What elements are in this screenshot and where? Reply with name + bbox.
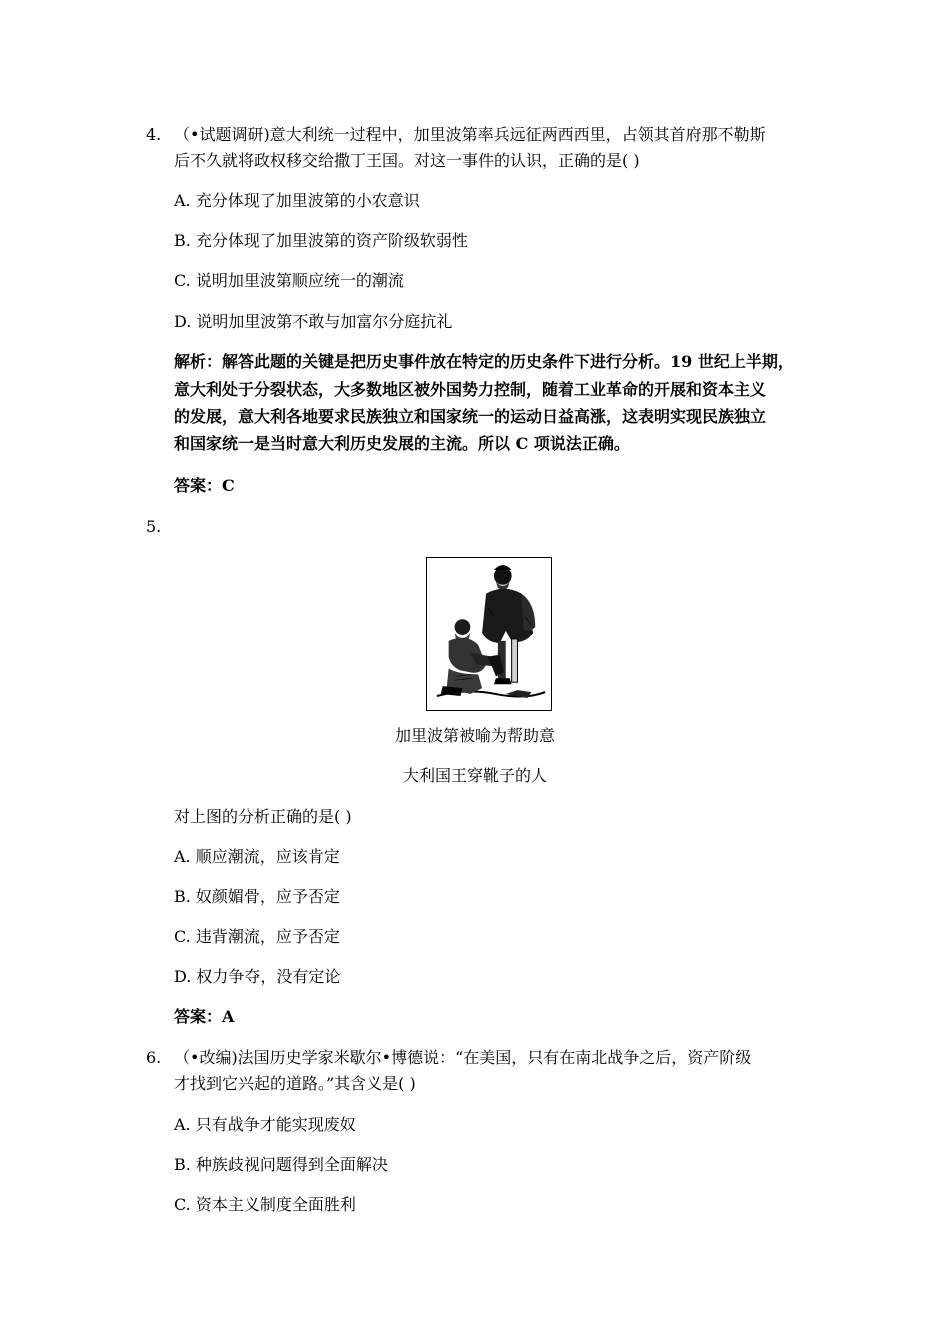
option-b: B. 充分体现了加里波第的资产阶级软弱性 bbox=[174, 231, 468, 250]
option-c: C. 违背潮流，应予否定 bbox=[174, 927, 340, 946]
question-stem-line: （•试题调研)意大利统一过程中，加里波第率兵远征两西西里，占领其首府那不勒斯 bbox=[174, 125, 766, 144]
figure-caption-line: 大利国王穿靴子的人 bbox=[402, 766, 547, 785]
answer: 答案：A bbox=[174, 1007, 235, 1026]
answer: 答案：C bbox=[174, 476, 235, 495]
option-b: B. 种族歧视问题得到全面解决 bbox=[174, 1155, 388, 1174]
option-d: D. 权力争夺，没有定论 bbox=[174, 967, 341, 986]
analysis-line: 的发展，意大利各地要求民族独立和国家统一的运动日益高涨，这表明实现民族独立 bbox=[174, 407, 767, 426]
cartoon-illustration bbox=[427, 558, 551, 710]
option-c: C. 说明加里波第顺应统一的潮流 bbox=[174, 271, 404, 290]
analysis-line: 意大利处于分裂状态，大多数地区被外国势力控制，随着工业革命的开展和资本主义 bbox=[174, 380, 767, 399]
question-stem-line: 对上图的分析正确的是( ) bbox=[174, 807, 352, 826]
question-number: 4. bbox=[146, 125, 162, 144]
cartoon-image bbox=[426, 557, 552, 711]
question-stem-line: 后不久就将政权移交给撒丁王国。对这一事件的认识，正确的是( ) bbox=[174, 151, 640, 170]
question-stem-line: （•改编)法国历史学家米歇尔•博德说：“在美国，只有在南北战争之后，资产阶级 bbox=[174, 1048, 752, 1067]
analysis-line: 解析：解答此题的关键是把历史事件放在特定的历史条件下进行分析。19 世纪上半期， bbox=[174, 352, 794, 371]
figure-caption-line: 加里波第被喻为帮助意 bbox=[394, 726, 555, 745]
question-number: 5. bbox=[146, 517, 162, 536]
analysis-line: 和国家统一是当时意大利历史发展的主流。所以 C 项说法正确。 bbox=[174, 434, 630, 453]
option-d: D. 说明加里波第不敢与加富尔分庭抗礼 bbox=[174, 312, 453, 331]
question-stem-line: 才找到它兴起的道路。”其含义是( ) bbox=[174, 1074, 416, 1093]
option-a: A. 顺应潮流，应该肯定 bbox=[174, 847, 340, 866]
option-b: B. 奴颜媚骨，应予否定 bbox=[174, 887, 340, 906]
question-number: 6. bbox=[146, 1048, 162, 1067]
option-a: A. 只有战争才能实现废奴 bbox=[174, 1115, 356, 1134]
option-c: C. 资本主义制度全面胜利 bbox=[174, 1195, 356, 1214]
option-a: A. 充分体现了加里波第的小农意识 bbox=[174, 191, 420, 210]
